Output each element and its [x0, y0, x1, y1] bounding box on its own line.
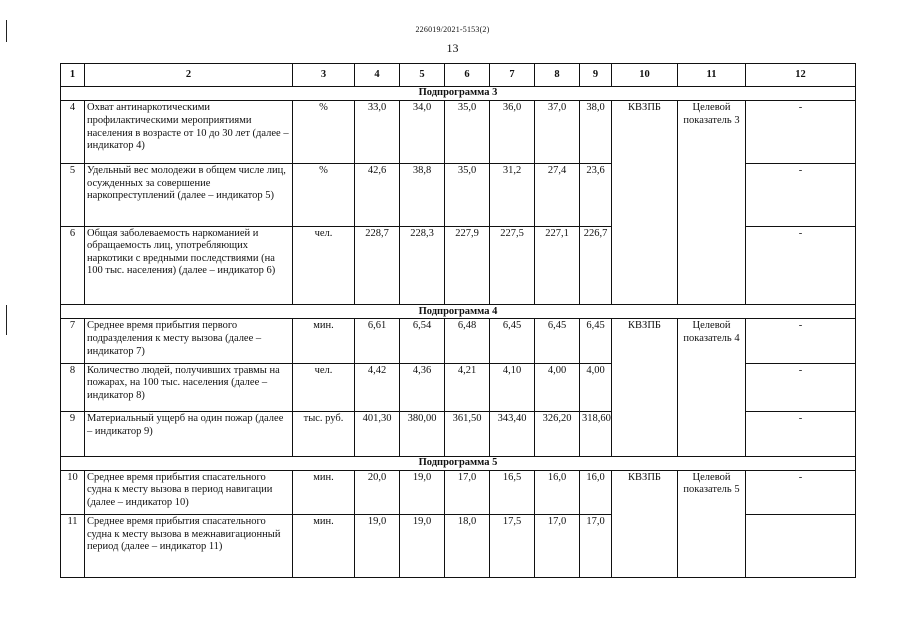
unit-cell: % — [293, 101, 355, 164]
unit-cell: % — [293, 163, 355, 226]
value-cell: 19,0 — [355, 515, 400, 578]
value-cell: 35,0 — [445, 163, 490, 226]
row-number: 11 — [61, 515, 85, 578]
value-cell: 6,45 — [535, 319, 580, 363]
unit-cell: тыс. руб. — [293, 412, 355, 456]
column-header: 6 — [445, 64, 490, 87]
indicator-name: Среднее время прибытия спасательного судна к месту вызова в межнавигационный период (далее – индикатор 11) — [85, 515, 293, 578]
value-cell: 343,40 — [490, 412, 535, 456]
value-cell: 19,0 — [400, 470, 445, 514]
value-cell: 226,7 — [580, 226, 612, 305]
section-title: Подпрограмма 5 — [61, 456, 856, 470]
indicator-name: Удельный вес молодежи в общем числе лиц, осужденных за совершение наркопреступлений (далее – индикатор 5) — [85, 163, 293, 226]
column-header: 3 — [293, 64, 355, 87]
column-header: 1 — [61, 64, 85, 87]
value-cell: 6,48 — [445, 319, 490, 363]
basis-cell: Целевой показатель 4 — [678, 319, 746, 456]
responsible-cell: КВЗПБ — [612, 319, 678, 456]
value-cell: 4,42 — [355, 363, 400, 411]
table-row — [61, 470, 856, 514]
note-cell: - — [746, 319, 856, 363]
value-cell: 4,36 — [400, 363, 445, 411]
value-cell: 19,0 — [400, 515, 445, 578]
value-cell: 36,0 — [490, 101, 535, 164]
column-header: 11 — [678, 64, 746, 87]
row-number: 4 — [61, 101, 85, 164]
column-header: 12 — [746, 64, 856, 87]
row-number: 10 — [61, 470, 85, 514]
table-row — [61, 101, 856, 164]
note-cell: - — [746, 470, 856, 514]
value-cell: 20,0 — [355, 470, 400, 514]
section-title: Подпрограмма 4 — [61, 305, 856, 319]
section-title: Подпрограмма 3 — [61, 87, 856, 101]
row-number: 9 — [61, 412, 85, 456]
basis-cell: Целевой показатель 3 — [678, 101, 746, 305]
table-row — [61, 319, 856, 363]
value-cell: 16,5 — [490, 470, 535, 514]
note-cell: - — [746, 412, 856, 456]
indicator-name: Общая заболеваемость наркоманией и обращаемость лиц, употребляющих наркотики с вредными последствиями (на 100 тыс. населения) (далее – индикатор 6) — [85, 226, 293, 305]
note-cell — [746, 515, 856, 578]
row-number: 7 — [61, 319, 85, 363]
value-cell: 227,9 — [445, 226, 490, 305]
value-cell: 23,6 — [580, 163, 612, 226]
note-cell: - — [746, 226, 856, 305]
column-header: 4 — [355, 64, 400, 87]
value-cell: 37,0 — [535, 101, 580, 164]
unit-cell: чел. — [293, 363, 355, 411]
column-header: 9 — [580, 64, 612, 87]
indicators-table — [60, 63, 856, 578]
value-cell: 326,20 — [535, 412, 580, 456]
value-cell: 228,7 — [355, 226, 400, 305]
indicator-name: Среднее время прибытия первого подразделения к месту вызова (далее – индикатор 7) — [85, 319, 293, 363]
column-header: 5 — [400, 64, 445, 87]
value-cell: 38,8 — [400, 163, 445, 226]
value-cell: 33,0 — [355, 101, 400, 164]
column-header: 2 — [85, 64, 293, 87]
basis-cell: Целевой показатель 5 — [678, 470, 746, 577]
value-cell: 318,60 — [580, 412, 612, 456]
unit-cell: мин. — [293, 515, 355, 578]
indicator-name: Материальный ущерб на один пожар (далее – индикатор 9) — [85, 412, 293, 456]
value-cell: 35,0 — [445, 101, 490, 164]
document-id: 226019/2021-5153(2) — [415, 25, 490, 34]
value-cell: 17,5 — [490, 515, 535, 578]
section-header-row — [61, 456, 856, 470]
value-cell: 31,2 — [490, 163, 535, 226]
value-cell: 380,00 — [400, 412, 445, 456]
note-cell: - — [746, 101, 856, 164]
value-cell: 228,3 — [400, 226, 445, 305]
value-cell: 6,54 — [400, 319, 445, 363]
value-cell: 17,0 — [445, 470, 490, 514]
value-cell: 4,00 — [580, 363, 612, 411]
indicator-name: Среднее время прибытия спасательного судна к месту вызова в период навигации (далее – индикатор 10) — [85, 470, 293, 514]
value-cell: 4,21 — [445, 363, 490, 411]
note-cell: - — [746, 363, 856, 411]
indicator-name: Количество людей, получивших травмы на пожарах, на 100 тыс. населения (далее – индикатор 8) — [85, 363, 293, 411]
value-cell: 4,10 — [490, 363, 535, 411]
scan-margin-mark — [6, 20, 7, 42]
value-cell: 6,45 — [490, 319, 535, 363]
section-header-row — [61, 305, 856, 319]
column-header: 8 — [535, 64, 580, 87]
responsible-cell: КВЗПБ — [612, 470, 678, 577]
note-cell: - — [746, 163, 856, 226]
row-number: 8 — [61, 363, 85, 411]
unit-cell: мин. — [293, 319, 355, 363]
section-header-row — [61, 87, 856, 101]
column-number-header-row — [61, 64, 856, 87]
value-cell: 16,0 — [580, 470, 612, 514]
row-number: 5 — [61, 163, 85, 226]
unit-cell: мин. — [293, 470, 355, 514]
value-cell: 6,61 — [355, 319, 400, 363]
column-header: 7 — [490, 64, 535, 87]
value-cell: 227,5 — [490, 226, 535, 305]
value-cell: 17,0 — [535, 515, 580, 578]
value-cell: 27,4 — [535, 163, 580, 226]
scan-margin-mark — [6, 305, 7, 335]
value-cell: 18,0 — [445, 515, 490, 578]
value-cell: 16,0 — [535, 470, 580, 514]
value-cell: 4,00 — [535, 363, 580, 411]
row-number: 6 — [61, 226, 85, 305]
value-cell: 401,30 — [355, 412, 400, 456]
unit-cell: чел. — [293, 226, 355, 305]
value-cell: 227,1 — [535, 226, 580, 305]
value-cell: 361,50 — [445, 412, 490, 456]
value-cell: 6,45 — [580, 319, 612, 363]
value-cell: 38,0 — [580, 101, 612, 164]
responsible-cell: КВЗПБ — [612, 101, 678, 305]
page-number: 13 — [446, 41, 459, 55]
column-header: 10 — [612, 64, 678, 87]
indicator-name: Охват антинаркотическими профилактическими мероприятиями населения в возрасте от 10 до 30 лет (далее – индикатор 4) — [85, 101, 293, 164]
value-cell: 17,0 — [580, 515, 612, 578]
value-cell: 34,0 — [400, 101, 445, 164]
value-cell: 42,6 — [355, 163, 400, 226]
